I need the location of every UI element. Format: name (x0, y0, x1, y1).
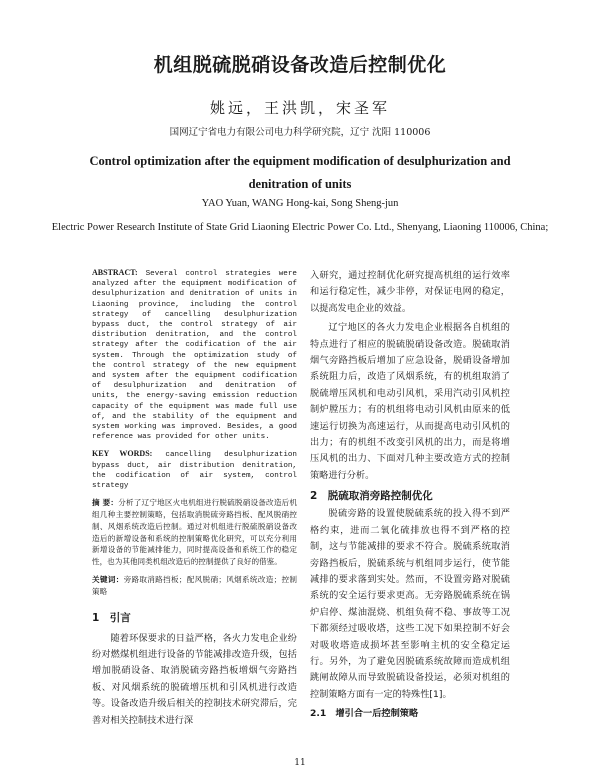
affiliation-cn: 国网辽宁省电力有限公司电力科学研究院，辽宁 沈阳 110006 (169, 127, 431, 138)
section2-paragraph1: 脱硫旁路的设置使脱硫系统的投入得不到严格约束，进而二氧化硫排放也得不到严格的控制，这与节能减排的要求不符合。脱硫系统取消旁路挡板后，脱硫系统与机组同步运行，使节能减排的要求落到实处。然而，不设置旁路对脱硫系统的安全运行要求更高。无旁路脱硫系统在锅炉启停、煤油混烧、机组负荷不稳、事故等工况下都须经过吸收塔，这些工况下如果控制不好会对吸收塔造成损坏甚至影响主机的安全稳定运行。另外，为了避免因脱硫系统故障而造成机组跳闸故障从而导致脱硫设备投运，必须对机组的控制策略方面有一定的特殊性[1]。 (310, 508, 510, 700)
affiliation-en: Electric Power Research Institute of State Grid Liaoning Electric Power Co. Ltd., Shenyang, Liaoning 110006, China; (51, 222, 549, 233)
keywords-label: KEY WORDS: (92, 449, 153, 459)
keywords-text: cancelling desulphurization bypass duct, air distribution denitration, the codification of air system, control strategy (92, 451, 297, 491)
paper-title-en: Control optimization after the equipment modification of desulphurization and denitration of units (89, 154, 511, 191)
abstract-cn (92, 497, 297, 568)
abstract-en (92, 268, 297, 442)
authors-en: YAO Yuan, WANG Hong-kai, Song Sheng-jun (201, 198, 399, 209)
left-column (92, 268, 297, 729)
keywords-cn (92, 574, 297, 598)
section2-heading: 2 脱硫取消旁路控制优化 (310, 490, 433, 503)
abstract-cn-text: 分析了辽宁地区火电机组进行脱硫脱硝设备改造后机组几种主要控制策略，包括取消脱硫旁路挡板、配风脱硝控制、风烟系统改造后控制。通过对机组进行脱硫脱硝设备改造后的新增设备和系统的控制策略优化研究，可以充分利用新增设备的节能减排能力，同时提高设备和系统工作的稳定性，也为其他同类机组改造后的控制提供了良好的借鉴。 (92, 498, 297, 567)
keywords-en (92, 449, 297, 491)
page-number: 11 (294, 758, 306, 768)
right-column (310, 268, 510, 719)
abstract-text: Several control strategies were analyzed after the equipment modification of desulphurization and denitration of units in Liaoning province, including the control strategy of cancelling desulphurization bypass duct, the control strategy of air distribution denitration, and the control strategy after the codification of the air system. Through the optimization study of the control strategy of the new equipment and system after the equipment codification of desulphurization and denitration of units, the energy-saving emission reduction capacity of the equipment was made full use of, and the stability of the equipment and system working was improved. Besides, a good reference was provided for other units. (92, 270, 297, 442)
abstract-cn-label: 摘 要： (92, 498, 119, 508)
keywords-cn-label: 关键词： (92, 575, 124, 585)
section1-paragraph1: 随着环保要求的日益严格，各火力发电企业纷纷对燃煤机组进行设备的节能减排改造升级，包括增加脱硝设备、取消脱硫旁路挡板增烟气旁路挡板、对风烟系统的脱硫增压机和引风机进行改造等。设备改造升级后相关的控制技术研究滞后，完善对相关控制技术进行深 (92, 632, 297, 726)
keywords-cn-text: 旁路取消路挡板；配风脱硝；风烟系统改造；控制策略 (92, 575, 298, 596)
authors-cn: 姚远，王洪凯，宋圣军 (209, 99, 390, 117)
paper-title-cn: 机组脱硫脱硝设备改造后控制优化 (153, 54, 447, 76)
section1-heading: 1 引言 (92, 611, 131, 624)
section2-1-heading: 2.1 增引合一后控制策略 (310, 708, 419, 720)
abstract-label: ABSTRACT: (92, 268, 138, 277)
section1-paragraph1-continued: 入研究，通过控制优化研究提高机组的运行效率和运行稳定性，减少非停，对保证电网的稳定，以提高发电企业的效益。 (310, 270, 510, 314)
section1-paragraph2: 辽宁地区的各火力发电企业根据各自机组的特点进行了相应的脱硫脱硝设备改造。脱硫取消烟气旁路挡板后增加了应急设备，脱硝设备增加系统阻力后，改造了风烟系统，有的机组取消了脱硫增压风机和电动引风机，采用汽动引风机控制炉膛压力；有的机组将电动引风机由原来的低速运行切换为高速运行，从而提高电动引风机的出力；有的机组不改变引风机的出力，而是将增压风机的出力、下面对几种主要改造方式的控制策略进行分析。 (310, 322, 510, 481)
